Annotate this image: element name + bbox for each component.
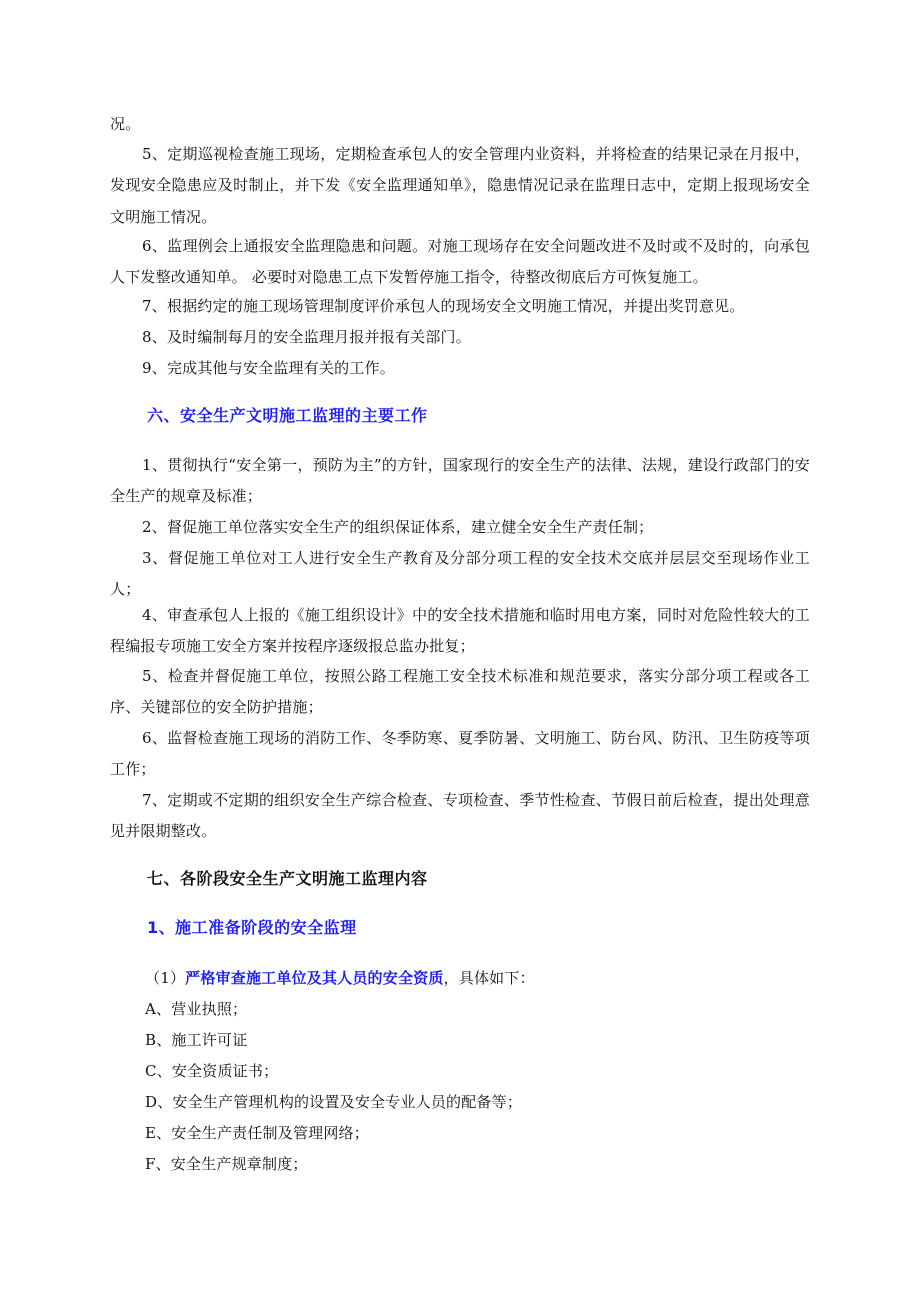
section-6-item-3: 3、督促施工单位对工人进行安全生产教育及分部分项工程的安全技术交底并层层交至现场作业工人；	[110, 549, 810, 599]
requirement-item-d: D、安全生产管理机构的设置及安全专业人员的配备等；	[145, 1093, 523, 1111]
subsection-1-heading: 1、施工准备阶段的安全监理	[147, 918, 357, 937]
paragraph-5-3: 7、根据约定的施工现场管理制度评价承包人的现场安全文明施工情况，并提出奖罚意见。	[142, 297, 745, 315]
requirement-item-a: A、营业执照；	[145, 1000, 248, 1018]
requirement-item-f: F、安全生产规章制度；	[145, 1155, 308, 1173]
requirement-item-b: B、施工许可证	[145, 1031, 248, 1049]
section-7-heading: 七、各阶段安全生产文明施工监理内容	[147, 869, 428, 888]
section-6-item-6: 6、监督检查施工现场的消防工作、冬季防寒、夏季防暑、文明施工、防台风、防汛、卫生防疫等项工作；	[110, 729, 810, 779]
section-6-item-1: 1、贯彻执行“安全第一，预防为主”的方针，国家现行的安全生产的法律、法规，建设行政部门的安全生产的规章及标准；	[110, 456, 810, 506]
intro-prefix: （1）	[145, 969, 186, 987]
section-6-item-4: 4、审查承包人上报的《施工组织设计》中的安全技术措施和临时用电方案，同时对危险性较大的工程编报专项施工安全方案并按程序逐级报总监办批复；	[110, 606, 810, 656]
intro-highlight: 严格审查施工单位及其人员的安全资质	[185, 969, 444, 987]
section-6-item-5: 5、检查并督促施工单位，按照公路工程施工安全技术标准和规范要求，落实分部分项工程或各工序、关键部位的安全防护措施；	[110, 667, 810, 717]
requirement-item-e: E、安全生产责任制及管理网络；	[145, 1124, 369, 1142]
paragraph-5-4: 8、及时编制每月的安全监理月报并报有关部门。	[142, 328, 471, 346]
intro-suffix: ，具体如下：	[443, 969, 535, 987]
requirement-item-c: C、安全资质证书；	[145, 1062, 279, 1080]
paragraph-5-1: 5、定期巡视检查施工现场，定期检查承包人的安全管理内业资料，并将检查的结果记录在月报中，发现安全隐患应及时制止，并下发《安全监理通知单》，隐患情况记录在监理日志中，定期上报现场安全文明施工情况。	[110, 145, 810, 226]
section-6-item-7: 7、定期或不定期的组织安全生产综合检查、专项检查、季节性检查、节假日前后检查，提出处理意见并限期整改。	[110, 791, 810, 841]
continuation-text: 况。	[110, 115, 141, 133]
paragraph-5-2: 6、监理例会上通报安全监理隐患和问题。对施工现场存在安全问题改进不及时或不及时的，向承包人下发整改通知单。 必要时对隐患工点下发暂停施工指令，待整改彻底后方可恢复施工。	[110, 237, 810, 287]
section-6-heading: 六、安全生产文明施工监理的主要工作	[147, 406, 428, 425]
requirement-intro	[145, 967, 535, 989]
section-6-item-2: 2、督促施工单位落实安全生产的组织保证体系，建立健全安全生产责任制；	[142, 518, 654, 536]
paragraph-5-5: 9、完成其他与安全监理有关的工作。	[142, 359, 395, 377]
